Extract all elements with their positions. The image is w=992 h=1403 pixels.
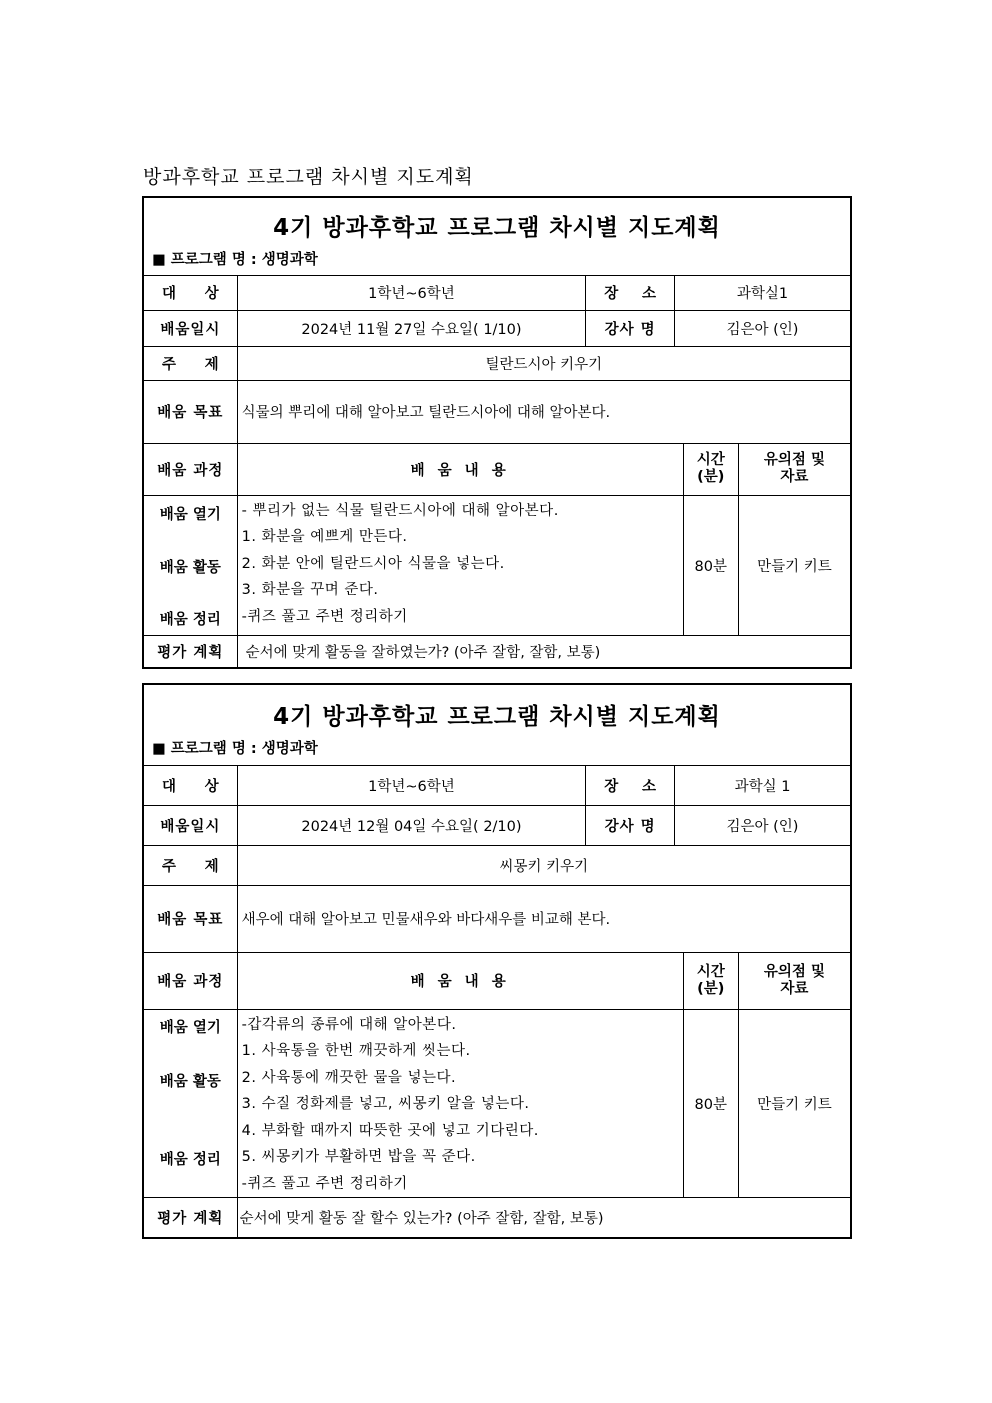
topic-value: 씨몽키 키우기: [237, 845, 851, 885]
target-label: 대 상: [143, 765, 237, 805]
topic-label: 주 제: [143, 346, 237, 380]
process-stages: [143, 1009, 237, 1198]
document-title: 방과후학교 프로그램 차시별 지도계획: [143, 166, 474, 188]
materials-value: 만들기 키트: [738, 1009, 851, 1198]
lesson-plan-table-2: [142, 683, 852, 1239]
topic-value: 틸란드시아 키우기: [237, 346, 851, 380]
content-line: - 뿌리가 없는 식물 틸란드시아에 대해 알아본다.: [241, 502, 559, 519]
evaluation-value: 순서에 맞게 활동을 잘하였는가? (아주 잘함, 잘함, 보통): [237, 635, 851, 668]
content-line: 3. 수질 정화제를 넣고, 씨몽키 알을 넣는다.: [241, 1096, 530, 1112]
instructor-value: 김은아 (인): [675, 310, 852, 346]
time-label: 시간 (분): [683, 443, 738, 495]
target-value: 1학년~6학년: [237, 275, 586, 310]
evaluation-label: 평가 계획: [143, 1198, 237, 1238]
instructor-label: 강사 명: [586, 310, 675, 346]
program-name: ■ 프로그램 명 : 생명과학: [152, 740, 318, 757]
goal-label: 배움 목표: [143, 380, 237, 443]
target-label: 대 상: [143, 275, 237, 310]
process-stages: [143, 495, 237, 635]
content-lines: [237, 1009, 683, 1198]
place-value: 과학실1: [675, 275, 852, 310]
content-line: 1. 화분을 예쁘게 만든다.: [241, 529, 408, 545]
content-line: 3. 화분을 꾸며 준다.: [241, 582, 379, 598]
content-line: -퀴즈 풀고 주변 정리하기: [241, 608, 408, 625]
notes-label: 유의점 및 자료: [738, 443, 851, 495]
process-label: 배움 과정: [143, 952, 237, 1009]
time-label: 시간 (분): [683, 952, 738, 1009]
plan-header: [143, 684, 851, 765]
stage-opening: 배움 열기: [159, 1019, 221, 1036]
program-name: ■ 프로그램 명 : 생명과학: [152, 252, 318, 269]
content-line: 1. 사육통을 한번 깨끗하게 씻는다.: [241, 1043, 471, 1059]
goal-value: 새우에 대해 알아보고 민물새우와 바다새우를 비교해 본다.: [237, 885, 851, 952]
stage-opening: 배움 열기: [159, 506, 221, 523]
lesson-plan-table-1: [142, 196, 852, 669]
stage-closing: 배움 정리: [159, 611, 221, 628]
stage-closing: 배움 정리: [159, 1151, 221, 1168]
goal-label: 배움 목표: [143, 885, 237, 952]
notes-label: 유의점 및 자료: [738, 952, 851, 1009]
time-value: 80분: [683, 1009, 738, 1198]
content-line: -퀴즈 풀고 주변 정리하기: [241, 1175, 408, 1192]
instructor-value: 김은아 (인): [675, 805, 852, 845]
place-label: 장 소: [586, 275, 675, 310]
place-label: 장 소: [586, 765, 675, 805]
materials-value: 만들기 키트: [738, 495, 851, 635]
date-label: 배움일시: [143, 805, 237, 845]
content-line: -갑각류의 종류에 대해 알아본다.: [241, 1016, 457, 1033]
content-line: 5. 씨몽키가 부활하면 밥을 꼭 준다.: [241, 1149, 476, 1165]
evaluation-value: 순서에 맞게 활동 잘 할수 있는가? (아주 잘함, 잘함, 보통): [237, 1198, 851, 1238]
plan-title: 4기 방과후학교 프로그램 차시별 지도계획: [273, 703, 721, 730]
stage-activity: 배움 활동: [159, 559, 221, 576]
target-value: 1학년~6학년: [237, 765, 586, 805]
content-line: 4. 부화할 때까지 따뜻한 곳에 넣고 기다린다.: [241, 1122, 539, 1139]
place-value: 과학실 1: [675, 765, 852, 805]
topic-label: 주 제: [143, 845, 237, 885]
stage-activity: 배움 활동: [159, 1073, 221, 1090]
instructor-label: 강사 명: [586, 805, 675, 845]
evaluation-label: 평가 계획: [143, 635, 237, 668]
content-label: 배 움 내 용: [237, 443, 683, 495]
plan-title: 4기 방과후학교 프로그램 차시별 지도계획: [273, 215, 721, 242]
date-value: 2024년 12월 04일 수요일( 2/10): [237, 805, 586, 845]
plan-header: [143, 197, 851, 275]
time-value: 80분: [683, 495, 738, 635]
content-line: 2. 사육통에 깨끗한 물을 넣는다.: [241, 1069, 457, 1086]
date-value: 2024년 11월 27일 수요일( 1/10): [237, 310, 586, 346]
content-lines: [237, 495, 683, 635]
content-line: 2. 화분 안에 틸란드시아 식물을 넣는다.: [241, 555, 505, 572]
process-label: 배움 과정: [143, 443, 237, 495]
content-label: 배 움 내 용: [237, 952, 683, 1009]
date-label: 배움일시: [143, 310, 237, 346]
goal-value: 식물의 뿌리에 대해 알아보고 틸란드시아에 대해 알아본다.: [237, 380, 851, 443]
